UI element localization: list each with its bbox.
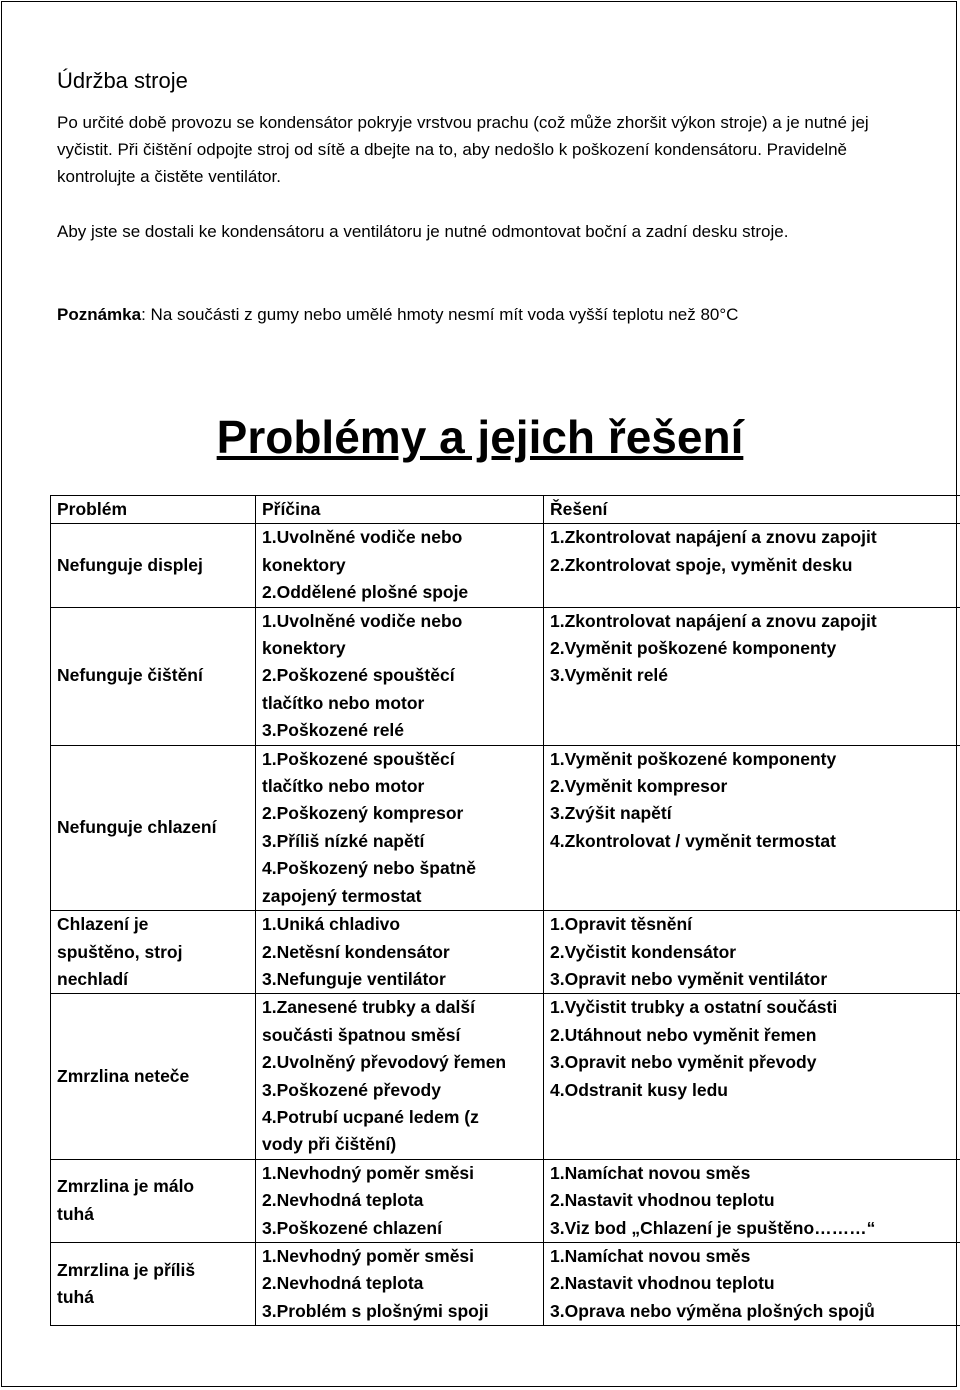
problem-line: tuhá (57, 1203, 94, 1224)
solution-line: 4.Odstranit kusy ledu (550, 1079, 728, 1100)
table-row (51, 1159, 960, 1242)
solution-line: 1.Zkontrolovat napájení a znovu zapojit (550, 610, 877, 631)
solution-line: 3.Vyměnit relé (550, 665, 669, 686)
solution-cell (544, 745, 960, 910)
problem-cell (51, 911, 256, 994)
solution-line: 3.Opravit nebo vyměnit převody (550, 1052, 817, 1073)
cause-line: 2.Poškozený kompresor (262, 803, 464, 824)
solution-line: 3.Opravit nebo vyměnit ventilátor (550, 968, 828, 989)
cause-line: 1.Nevhodný poměr směsi (262, 1245, 475, 1266)
cause-line: 2.Nevhodná teplota (262, 1190, 424, 1211)
cause-line: 2.Poškozené spouštěcí (262, 665, 455, 686)
table-row (51, 745, 960, 910)
cause-line: tlačítko nebo motor (262, 776, 425, 797)
problem-line: Zmrzlina je příliš (57, 1259, 196, 1280)
cause-line: vody při čištění) (262, 1134, 397, 1155)
table-body (51, 524, 960, 1326)
cause-line: 3.Nefunguje ventilátor (262, 968, 446, 989)
table-row (51, 911, 960, 994)
cause-line: 1.Uvolněné vodiče nebo (262, 527, 463, 548)
note-label: Poznámka (57, 305, 142, 324)
problem-cell (51, 1242, 256, 1325)
note-text: : Na součásti z gumy nebo umělé hmoty nesmí mít voda vyšší teplotu než 80°C (141, 305, 739, 324)
cause-line: 2.Uvolněný převodový řemen (262, 1052, 507, 1073)
cause-cell (256, 745, 544, 910)
cause-line: 3.Poškozené relé (262, 720, 405, 741)
cause-line: 1.Poškozené spouštěcí (262, 748, 455, 769)
problem-cell (51, 607, 256, 745)
cause-line: konektory (262, 638, 346, 659)
problem-line: spuštěno, stroj (57, 941, 183, 962)
solution-line: 4.Zkontrolovat / vyměnit termostat (550, 830, 836, 851)
cause-line: 1.Uniká chladivo (262, 914, 401, 935)
note-paragraph (57, 301, 917, 328)
cause-cell (256, 524, 544, 607)
solution-line: 3.Zvýšit napětí (550, 803, 672, 824)
solution-cell (544, 1242, 960, 1325)
header-problem: Problém (51, 496, 256, 524)
cause-line: 2.Oddělené plošné spoje (262, 582, 469, 603)
problem-cell (51, 745, 256, 910)
solution-line: 1.Zkontrolovat napájení a znovu zapojit (550, 527, 877, 548)
solution-line: 3.Oprava nebo výměna plošných spojů (550, 1300, 875, 1321)
problem-line: Zmrzlina neteče (57, 1065, 190, 1086)
solution-line: 1.Vyměnit poškozené komponenty (550, 748, 837, 769)
solution-line: 1.Vyčistit trubky a ostatní součásti (550, 997, 838, 1018)
problem-cell (51, 524, 256, 607)
problem-line: nechladí (57, 968, 128, 989)
maintenance-paragraph: Po určité době provozu se kondensátor pokryje vrstvou prachu (což může zhoršit výkon stroje) a je nutné jej vyčistit. Při čištění odpojte stroj od sítě a dbejte na to, aby nedošlo k poškození kondensátoru. Pravidelně kontrolujte a čistěte ventilátor. (57, 113, 869, 186)
cause-cell (256, 911, 544, 994)
cause-line: 1.Zanesené trubky a další (262, 997, 476, 1018)
table-header-row (51, 496, 960, 524)
table-row (51, 607, 960, 745)
cause-cell (256, 1242, 544, 1325)
cause-line: 3.Poškozené chlazení (262, 1217, 442, 1238)
table-row (51, 994, 960, 1159)
solution-line: 2.Nastavit vhodnou teplotu (550, 1190, 775, 1211)
solution-cell (544, 524, 960, 607)
problem-line: tuhá (57, 1287, 94, 1308)
solution-line: 1.Opravit těsnění (550, 914, 692, 935)
problem-line: Nefunguje čištění (57, 665, 203, 686)
cause-line: 1.Nevhodný poměr směsi (262, 1162, 475, 1183)
header-cause: Příčina (256, 496, 544, 524)
section-title: Údržba stroje (57, 68, 188, 93)
problem-cell (51, 1159, 256, 1242)
cause-cell (256, 994, 544, 1159)
cause-line: 4.Poškozený nebo špatně (262, 858, 476, 879)
problem-line: Chlazení je (57, 914, 149, 935)
solution-line: 2.Vyměnit poškozené komponenty (550, 638, 837, 659)
cause-line: součásti špatnou směsí (262, 1024, 461, 1045)
solution-cell (544, 1159, 960, 1242)
solution-cell (544, 994, 960, 1159)
solution-line: 2.Nastavit vhodnou teplotu (550, 1273, 775, 1294)
cause-line: 2.Nevhodná teplota (262, 1273, 424, 1294)
table-row (51, 1242, 960, 1325)
problem-line: Nefunguje displej (57, 554, 203, 575)
cause-line: 3.Příliš nízké napětí (262, 830, 425, 851)
troubleshooting-table (50, 495, 960, 1326)
solution-cell (544, 607, 960, 745)
cause-cell (256, 607, 544, 745)
problem-cell (51, 994, 256, 1159)
cause-line: tlačítko nebo motor (262, 692, 425, 713)
cause-cell (256, 1159, 544, 1242)
document-page (1, 1, 957, 1387)
solution-cell (544, 911, 960, 994)
solution-line: 1.Namíchat novou směs (550, 1162, 751, 1183)
solution-line: 1.Namíchat novou směs (550, 1245, 751, 1266)
header-solution: Řešení (544, 496, 960, 524)
solution-line: 2.Utáhnout nebo vyměnit řemen (550, 1024, 817, 1045)
cause-line: 3.Poškozené převody (262, 1079, 441, 1100)
cause-line: konektory (262, 554, 346, 575)
access-paragraph: Aby jste se dostali ke kondensátoru a ventilátoru je nutné odmontovat boční a zadní desku stroje. (57, 222, 789, 241)
cause-line: 4.Potrubí ucpané ledem (z (262, 1106, 479, 1127)
cause-line: 2.Netěsní kondensátor (262, 941, 450, 962)
solution-line: 3.Viz bod „Chlazení je spuštěno………“ (550, 1217, 876, 1238)
solution-line: 2.Vyčistit kondensátor (550, 941, 737, 962)
solution-line: 2.Vyměnit kompresor (550, 776, 728, 797)
cause-line: 1.Uvolněné vodiče nebo (262, 610, 463, 631)
cause-line: zapojený termostat (262, 885, 422, 906)
solution-line: 2.Zkontrolovat spoje, vyměnit desku (550, 554, 853, 575)
problem-line: Zmrzlina je málo (57, 1176, 195, 1197)
problem-line: Nefunguje chlazení (57, 817, 217, 838)
table-row (51, 524, 960, 607)
cause-line: 3.Problém s plošnými spoji (262, 1300, 489, 1321)
troubleshooting-title: Problémy a jejich řešení (216, 411, 744, 463)
